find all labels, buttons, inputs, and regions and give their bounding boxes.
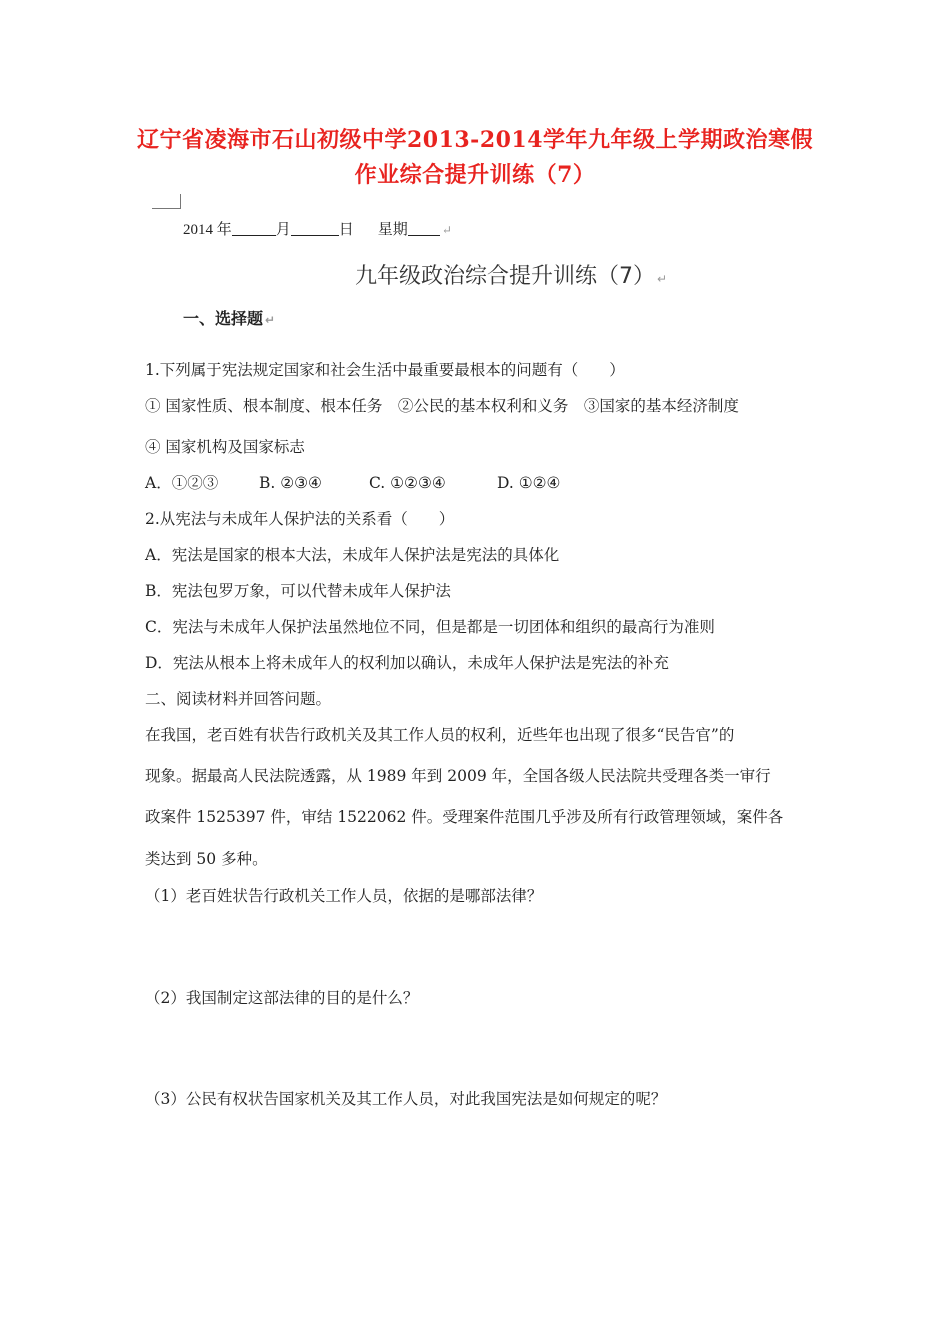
option-b: B. ②③④ <box>259 474 322 492</box>
section-heading-reading: 二、阅读材料并回答问题。 <box>145 690 332 708</box>
question-2-option-a: A．宪法是国家的根本大法，未成年人保护法是宪法的具体化 <box>145 546 560 564</box>
document-title-line-2: 作业综合提升训练（7） <box>354 162 596 188</box>
material-line-1: 在我国，老百姓有状告行政机关及其工作人员的权利，近些年也出现了很多“民告官”的 <box>145 726 735 744</box>
option-a: A．①②③ <box>145 474 219 492</box>
question-2-stem: 2.从宪法与未成年人保护法的关系看（ ） <box>145 510 455 528</box>
day-blank <box>291 221 339 236</box>
document-title-line-1: 辽宁省凌海市石山初级中学2013-2014学年九年级上学期政治寒假 <box>136 127 814 153</box>
question-1-items-line-1: ① 国家性质、根本制度、根本任务 ②公民的基本权利和义务 ③国家的基本经济制度 <box>145 397 739 415</box>
date-weekday-label: 星期 <box>377 222 408 238</box>
question-1-options <box>145 471 560 493</box>
material-line-4: 类达到 50 多种。 <box>145 850 268 868</box>
question-2-option-b: B．宪法包罗万象，可以代替未成年人保护法 <box>145 582 451 600</box>
option-c: C. ①②③④ <box>369 474 446 492</box>
paragraph-mark-icon: ↵ <box>441 223 452 237</box>
month-blank <box>232 221 276 236</box>
question-2-option-d: D．宪法从根本上将未成年人的权利加以确认，未成年人保护法是宪法的补充 <box>145 654 669 672</box>
worksheet-subtitle-text: 九年级政治综合提升训练（7） <box>355 264 655 289</box>
material-line-2: 现象。据最高人民法院透露，从 1989 年到 2009 年，全国各级人民法院共受理各类一审行 <box>145 767 771 785</box>
date-day-label: 日 <box>338 222 354 238</box>
question-1-stem: 1.下列属于宪法规定国家和社会生活中最重要最根本的问题有（ ） <box>145 361 625 379</box>
date-row <box>183 218 452 239</box>
question-1-items-line-2: ④ 国家机构及国家标志 <box>145 438 305 456</box>
date-month-label: 月 <box>275 222 291 238</box>
date-year-label: 2014 年 <box>183 222 232 238</box>
weekday-blank <box>408 221 440 236</box>
worksheet-subtitle <box>355 259 667 290</box>
question-2-option-c: C．宪法与未成年人保护法虽然地位不同，但是都是一切团体和组织的最高行为准则 <box>145 618 715 636</box>
sub-question-3: （3）公民有权状告国家机关及其工作人员，对此我国宪法是如何规定的呢？ <box>145 1090 667 1108</box>
section-heading-choice <box>183 306 275 329</box>
sub-question-2: （2）我国制定这部法律的目的是什么？ <box>145 989 419 1007</box>
paragraph-mark-icon: ↵ <box>265 313 276 327</box>
paragraph-mark-icon: ↵ <box>657 272 668 286</box>
page-corner-mark <box>152 194 181 209</box>
option-d: D. ①②④ <box>497 474 561 492</box>
section-heading-choice-text: 一、选择题 <box>183 309 264 328</box>
sub-question-1: （1）老百姓状告行政机关工作人员，依据的是哪部法律？ <box>145 887 543 905</box>
material-line-3: 政案件 1525397 件，审结 1522062 件。受理案件范围几乎涉及所有行政管理领域，案件各 <box>145 808 784 826</box>
